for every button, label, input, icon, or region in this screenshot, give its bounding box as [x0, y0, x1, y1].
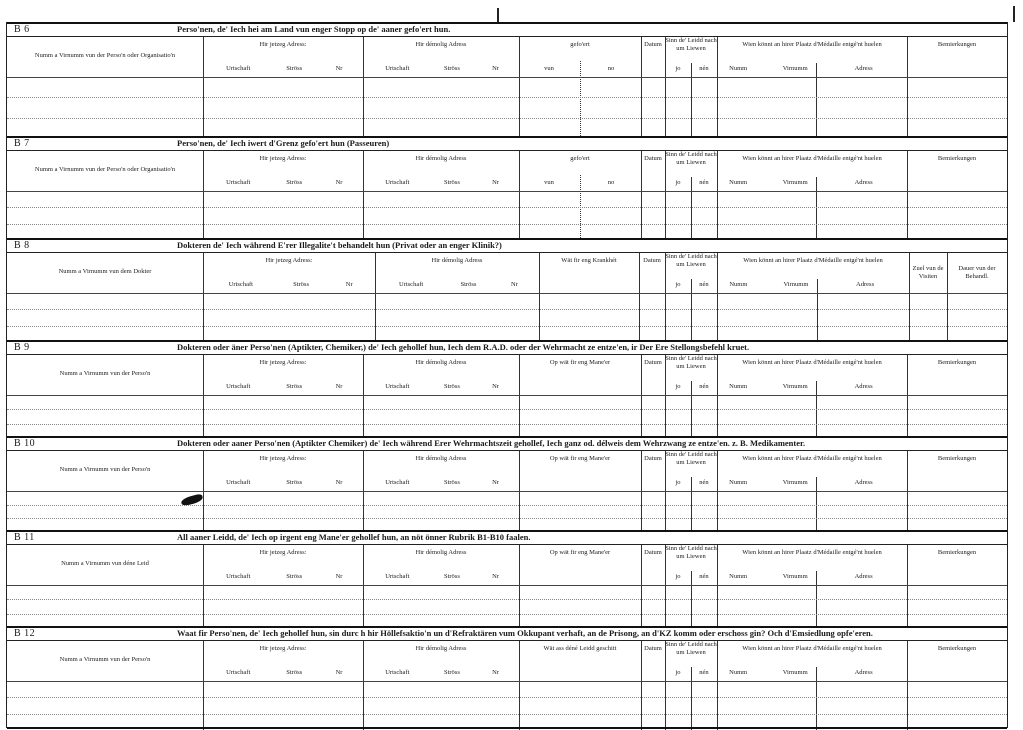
medal-sub-adress: Adress [854, 65, 873, 72]
middle-column-label: gefo'ert [570, 155, 590, 162]
address-sub-nr: Nr [335, 179, 343, 186]
alive-split [691, 63, 692, 138]
entry-row-line [7, 424, 1007, 425]
column-divider [203, 37, 204, 138]
former-address-label: Hir démolig Adress [431, 257, 483, 264]
header-bottom-rule [7, 395, 1007, 396]
medal-sub-virnumm: Virnumm [782, 383, 808, 390]
column-divider [363, 151, 364, 240]
address-sub-nr: Nr [335, 383, 343, 390]
column-divider [717, 37, 718, 138]
duration-label: Dauer vun der Behandl. [958, 265, 996, 280]
date-label: Datum [644, 455, 662, 462]
medal-label: Wien könnt an hirer Plaatz d'Médaille entgé'nt huelen [743, 257, 883, 264]
former-address-label: Hir démolig Adress [415, 549, 467, 556]
header-bottom-rule [7, 293, 1007, 294]
alive-label: Sinn de' Leidd nach um Liewen [665, 37, 717, 52]
medal-split [816, 667, 817, 730]
column-divider [519, 641, 520, 730]
address-sub-ströss: Ströss [460, 281, 477, 288]
date-label: Datum [643, 257, 661, 264]
address-sub-urtschaft: Urtschaft [226, 479, 251, 486]
address-sub-urtschaft: Urtschaft [226, 65, 251, 72]
section-code: B 11 [14, 532, 35, 543]
top-mark-right [1013, 6, 1015, 22]
medal-sub-adress: Adress [856, 281, 875, 288]
column-divider [641, 151, 642, 240]
address-sub-ströss: Ströss [443, 179, 460, 186]
entry-row-line [7, 224, 1007, 225]
column-header [7, 641, 1007, 681]
column-divider [665, 151, 666, 240]
remarks-label: Bemierkungen [937, 645, 977, 652]
alive-split [691, 177, 692, 240]
section-title: Dokteren de' Iech während E'rer Illegalite't behandelt hun (Privat oder an enger Klinik?) [177, 240, 502, 250]
entry-row-line [7, 518, 1007, 519]
column-divider [519, 545, 520, 628]
header-bottom-rule [7, 491, 1007, 492]
medal-sub-numm: Numm [729, 179, 748, 186]
alive-no: nén [699, 383, 709, 390]
column-divider [203, 151, 204, 240]
former-address-label: Hir démolig Adress [415, 155, 467, 162]
alive-yes: jo [675, 65, 681, 72]
header-bottom-rule [7, 191, 1007, 192]
column-divider [539, 253, 540, 342]
medal-sub-virnumm: Virnumm [782, 479, 808, 486]
medal-sub-virnumm: Virnumm [782, 65, 808, 72]
section-title: Dokteren oder aaner Perso'nen (Aptikter Chemiker) de' Iech während Erer Wehrmachtszeit gehollef, Iech ganz od. délweis dem Wehrzwang ze entze'en. z. B. Medikamenter. [177, 438, 806, 448]
column-divider [363, 545, 364, 628]
column-divider [375, 253, 376, 342]
alive-yes: jo [675, 479, 681, 486]
remarks-label: Bemierkungen [937, 455, 977, 462]
address-sub-urtschaft: Urtschaft [226, 179, 251, 186]
address-sub-nr: Nr [510, 281, 518, 288]
alive-label: Sinn de' Leidd nach um Liewen [665, 253, 717, 268]
section-code: B 6 [14, 24, 30, 35]
section-b11 [7, 530, 1007, 628]
alive-split [691, 667, 692, 730]
address-sub-nr: Nr [335, 669, 343, 676]
column-divider [909, 253, 910, 342]
medal-split [816, 63, 817, 138]
remarks-label: Bemierkungen [937, 155, 977, 162]
name-column-label: Numm a Virnumm vun der Perso'n [59, 370, 151, 377]
column-divider [203, 355, 204, 438]
current-address-label: Hir jetzeg Adress: [265, 257, 313, 264]
entry-row-line [7, 118, 1007, 119]
former-address-label: Hir démolig Adress [415, 359, 467, 366]
date-label: Datum [644, 549, 662, 556]
medal-sub-numm: Numm [729, 281, 748, 288]
remarks-label: Bemierkungen [937, 549, 977, 556]
column-divider [907, 151, 908, 240]
column-divider [665, 253, 666, 342]
address-sub-nr: Nr [345, 281, 353, 288]
section-b12 [7, 626, 1007, 730]
address-sub-ströss: Ströss [443, 65, 460, 72]
medal-sub-numm: Numm [729, 669, 748, 676]
entry-row-line [7, 599, 1007, 600]
column-divider [717, 641, 718, 730]
header-bottom-rule [7, 681, 1007, 682]
section-code: B 9 [14, 342, 30, 353]
address-sub-urtschaft: Urtschaft [385, 179, 410, 186]
middle-column-label: Wät ass déné Leidd geschitt [543, 645, 617, 652]
name-column-label: Numm a Virnumm vun der Perso'n oder Organisatio'n [34, 166, 176, 173]
column-divider [665, 545, 666, 628]
name-column-label: Numm a Virnumm vun der Perso'n [59, 656, 151, 663]
date-label: Datum [644, 155, 662, 162]
remarks-label: Bemierkungen [937, 41, 977, 48]
alive-yes: jo [675, 669, 681, 676]
alive-label: Sinn de' Leidd nach um Liewen [665, 451, 717, 466]
column-divider [641, 545, 642, 628]
medal-label: Wien könnt an hirer Plaatz d'Médaille entgé'nt huelen [742, 359, 882, 366]
section-b10 [7, 436, 1007, 532]
section-code: B 10 [14, 438, 36, 449]
address-sub-ströss: Ströss [443, 479, 460, 486]
current-address-label: Hir jetzeg Adress: [259, 455, 307, 462]
former-address-label: Hir démolig Adress [415, 645, 467, 652]
section-title: All aaner Leidd, de' Iech op irgent eng Mane'er gehollef hun, an nöt önner Rubrik B1-B10 faalen. [177, 532, 531, 542]
entry-row-line [7, 326, 1007, 327]
address-sub-ströss: Ströss [443, 383, 460, 390]
column-divider [665, 641, 666, 730]
section-title: Dokteren oder äner Perso'nen (Aptikter, Chemiker,) de' Iech gehollef hun, Iech dem R.A.D. oder der Wehrmacht ze entze'en, ir Der Ere Stellongsbefehl kruet. [177, 342, 750, 352]
section-b6 [7, 22, 1007, 138]
middle-sub-vun: vun [544, 179, 554, 186]
section-title: Perso'nen, de' Iech iwert d'Grenz gefo'ert hun (Passeuren) [177, 138, 390, 148]
medal-sub-adress: Adress [854, 669, 873, 676]
column-divider [717, 253, 718, 342]
column-header [7, 355, 1007, 395]
alive-label: Sinn de' Leidd nach um Liewen [665, 151, 717, 166]
address-sub-ströss: Ströss [286, 65, 303, 72]
address-sub-ströss: Ströss [286, 383, 303, 390]
address-sub-urtschaft: Urtschaft [226, 669, 251, 676]
entry-row-line [7, 97, 1007, 98]
medal-label: Wien könnt an hirer Plaatz d'Médaille entgé'nt huelen [742, 645, 882, 652]
medal-sub-adress: Adress [854, 179, 873, 186]
address-sub-nr: Nr [335, 479, 343, 486]
current-address-label: Hir jetzeg Adress: [259, 549, 307, 556]
column-divider [641, 641, 642, 730]
address-sub-urtschaft: Urtschaft [385, 573, 410, 580]
middle-column-label: Wät fir eng Krankhét [561, 257, 617, 264]
column-divider [639, 253, 640, 342]
middle-sub-vun: vun [544, 65, 554, 72]
section-b9 [7, 340, 1007, 438]
name-column-label: Numm a Virnumm vun der Perso'n oder Organisatio'n [34, 52, 176, 59]
section-title: Waat fir Perso'nen, de' Iech gehollef hun, sin durc h hir Höllefsaktio'n un d'Refraktären vum Okkupant verhaft, an de Prisong, an d'KZ komm oder erschoss gin? Och d'Emsiedlung opfe'eren. [177, 628, 873, 638]
current-address-label: Hir jetzeg Adress: [259, 41, 307, 48]
alive-yes: jo [675, 281, 681, 288]
column-divider [907, 545, 908, 628]
alive-no: nén [699, 669, 709, 676]
column-divider [717, 545, 718, 628]
alive-no: nén [699, 179, 709, 186]
alive-no: nén [699, 65, 709, 72]
entry-row-line [7, 309, 1007, 310]
address-sub-ströss: Ströss [443, 669, 460, 676]
column-divider [203, 253, 204, 342]
column-header [7, 451, 1007, 491]
alive-split [691, 279, 692, 342]
medal-sub-numm: Numm [729, 573, 748, 580]
middle-sub-no: no [607, 65, 615, 72]
name-column-label: Numm a Virnumm vun der Perso'n [59, 466, 151, 473]
column-divider [519, 151, 520, 240]
column-divider [665, 37, 666, 138]
middle-column-label: Op wät fir eng Mane'er [549, 359, 611, 366]
address-sub-urtschaft: Urtschaft [398, 281, 424, 288]
address-sub-urtschaft: Urtschaft [226, 573, 251, 580]
address-sub-nr: Nr [492, 383, 500, 390]
address-sub-ströss: Ströss [286, 479, 303, 486]
alive-no: nén [699, 281, 709, 288]
column-divider [363, 641, 364, 730]
column-divider [717, 151, 718, 240]
current-address-label: Hir jetzeg Adress: [259, 645, 307, 652]
current-address-label: Hir jetzeg Adress: [259, 155, 307, 162]
column-divider [363, 355, 364, 438]
column-header [7, 545, 1007, 585]
column-header [7, 151, 1007, 191]
former-address-label: Hir démolig Adress [415, 41, 467, 48]
middle-sub-no: no [607, 179, 615, 186]
column-divider [641, 355, 642, 438]
address-sub-ströss: Ströss [286, 669, 303, 676]
address-sub-nr: Nr [335, 573, 343, 580]
alive-label: Sinn de' Leidd nach um Liewen [665, 545, 717, 560]
medal-sub-numm: Numm [729, 479, 748, 486]
middle-column-label: Op wät fir eng Mane'er [549, 455, 611, 462]
questionnaire-form [6, 22, 1008, 728]
column-divider [203, 545, 204, 628]
section-title: Perso'nen, de' Iech hei am Land vun enger Stopp op de' aaner gefo'ert hun. [177, 24, 451, 34]
medal-sub-virnumm: Virnumm [783, 281, 809, 288]
entry-row-line [7, 714, 1007, 715]
column-divider [363, 37, 364, 138]
medal-label: Wien könnt an hirer Plaatz d'Médaille entgé'nt huelen [742, 155, 882, 162]
column-divider [717, 355, 718, 438]
header-bottom-rule [7, 585, 1007, 586]
alive-no: nén [699, 479, 709, 486]
date-label: Datum [644, 645, 662, 652]
address-sub-nr: Nr [492, 65, 500, 72]
medal-sub-numm: Numm [729, 65, 748, 72]
address-sub-urtschaft: Urtschaft [226, 383, 251, 390]
alive-yes: jo [675, 383, 681, 390]
current-address-label: Hir jetzeg Adress: [259, 359, 307, 366]
address-sub-ströss: Ströss [286, 573, 303, 580]
medal-sub-adress: Adress [854, 573, 873, 580]
medal-label: Wien könnt an hirer Plaatz d'Médaille entgé'nt huelen [742, 455, 882, 462]
column-divider [907, 641, 908, 730]
entry-row-line [7, 409, 1007, 410]
date-label: Datum [644, 41, 662, 48]
alive-label: Sinn de' Leidd nach um Liewen [665, 355, 717, 370]
medal-sub-virnumm: Virnumm [782, 179, 808, 186]
address-sub-urtschaft: Urtschaft [385, 65, 410, 72]
visits-label: Zuel vun de Visiten [912, 265, 944, 280]
alive-label: Sinn de' Leidd nach um Liewen [665, 641, 717, 656]
entry-row-line [7, 697, 1007, 698]
medal-sub-adress: Adress [854, 479, 873, 486]
address-sub-nr: Nr [492, 479, 500, 486]
section-code: B 12 [14, 628, 36, 639]
column-divider [519, 355, 520, 438]
section-code: B 8 [14, 240, 30, 251]
middle-column-label: Op wät fir eng Mane'er [549, 549, 611, 556]
entry-row-line [7, 614, 1007, 615]
column-divider [641, 37, 642, 138]
column-header [7, 253, 1007, 293]
column-divider [519, 37, 520, 138]
address-sub-nr: Nr [492, 573, 500, 580]
address-sub-urtschaft: Urtschaft [385, 479, 410, 486]
section-b7 [7, 136, 1007, 240]
alive-yes: jo [675, 179, 681, 186]
column-header [7, 37, 1007, 77]
entry-row-line [7, 207, 1007, 208]
address-sub-ströss: Ströss [443, 573, 460, 580]
medal-label: Wien könnt an hirer Plaatz d'Médaille entgé'nt huelen [742, 549, 882, 556]
column-divider [665, 355, 666, 438]
address-sub-ströss: Ströss [293, 281, 309, 288]
address-sub-nr: Nr [335, 65, 343, 72]
name-column-label: Numm a Virnumm vun dem Dokter [58, 268, 152, 275]
column-divider [947, 253, 948, 342]
date-label: Datum [644, 359, 662, 366]
header-bottom-rule [7, 77, 1007, 78]
remarks-label: Bemierkungen [937, 359, 977, 366]
medal-sub-numm: Numm [729, 383, 748, 390]
alive-no: nén [699, 573, 709, 580]
alive-yes: jo [675, 573, 681, 580]
address-sub-urtschaft: Urtschaft [228, 281, 253, 288]
medal-split [816, 177, 817, 240]
column-divider [203, 641, 204, 730]
middle-split [580, 61, 581, 138]
medal-sub-virnumm: Virnumm [782, 573, 808, 580]
section-b8 [7, 238, 1007, 342]
section-code: B 7 [14, 138, 30, 149]
medal-sub-virnumm: Virnumm [782, 669, 808, 676]
address-sub-nr: Nr [492, 669, 500, 676]
middle-column-label: gefo'ert [570, 41, 590, 48]
entry-row-line [7, 505, 1007, 506]
medal-split [817, 279, 818, 342]
address-sub-ströss: Ströss [286, 179, 303, 186]
address-sub-nr: Nr [492, 179, 500, 186]
medal-sub-adress: Adress [854, 383, 873, 390]
column-divider [907, 355, 908, 438]
address-sub-urtschaft: Urtschaft [385, 383, 410, 390]
address-sub-urtschaft: Urtschaft [385, 669, 410, 676]
medal-label: Wien könnt an hirer Plaatz d'Médaille entgé'nt huelen [742, 41, 882, 48]
former-address-label: Hir démolig Adress [415, 455, 467, 462]
name-column-label: Numm a Virnumm vun déne Leid [61, 560, 149, 567]
column-divider [907, 37, 908, 138]
